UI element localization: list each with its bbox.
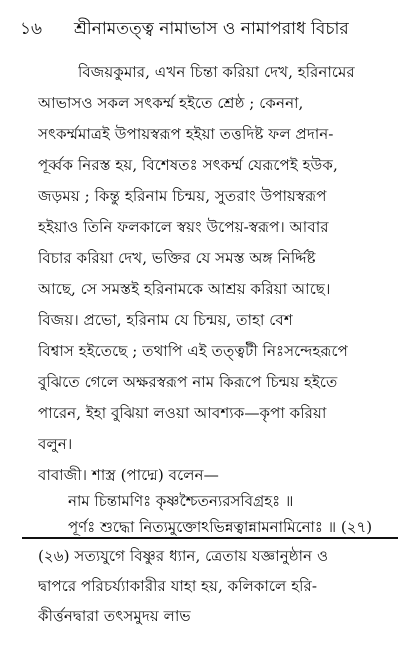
paragraph-1-line-6: হইয়াও তিনি ফলকালে স্বয়ং উপেয়-স্বরূপ। আবার (38, 218, 329, 236)
footnote-line-1: (২৬) সত্যযুগে বিষ্ণুর ধ্যান, ত্রেতায় যজ্ঞানুষ্ঠান ও (38, 547, 329, 565)
verse-line-2: পূর্ণঃ শুদ্ধো নিত্যমুক্তোঽভিন্নত্বান্নামনামিনোঃ ॥ (২৭) (68, 518, 373, 536)
running-title: শ্রীনামতত্ত্ব নামাভাস ও নামাপরাধ বিচার (74, 19, 349, 39)
paragraph-2-line-4: পারেন, ইহা বুঝিয়া লওয়া আবশ্যক—কৃপা করিয়া (38, 404, 327, 422)
paragraph-3-intro: বাবাজী। শাস্ত্র (পাদ্মে) বলেন— (38, 466, 219, 484)
paragraph-1-line-7: বিচার করিয়া দেখ, ভক্তির যে সমস্ত অঙ্গ নির্দ্দিষ্ট (38, 249, 316, 267)
footnote-line-3: কীর্ত্তনদ্বারা তৎসমুদয় লাভ (38, 607, 191, 625)
page-header (20, 16, 403, 42)
paragraph-1-line-8: আছে, সে সমস্তই হরিনামকে আশ্রয় করিয়া আছে। (38, 280, 331, 298)
paragraph-2-line-1: বিজয়। প্রভো, হরিনাম যে চিন্ময়, তাহা বেশ (38, 311, 293, 329)
paragraph-2-line-2: বিশ্বাস হইতেছে ; তথাপি এই তত্ত্বটী নিঃসন্দেহরূপে (38, 342, 348, 360)
paragraph-2-line-5: বলুন। (38, 435, 73, 453)
paragraph-1-line-1: বিজয়কুমার, এখন চিন্তা করিয়া দেখ, হরিনামের (78, 63, 355, 81)
footnote-line-2: দ্বাপরে পরিচর্য্যাকারীর যাহা হয়, কলিকালে হরি- (38, 577, 318, 595)
paragraph-2-line-3: বুঝিতে গেলে অক্ষরস্বরূপ নাম কিরূপে চিন্ময় হইতে (38, 373, 338, 391)
page-number: ১৬ (20, 19, 43, 39)
paragraph-1-line-2: আভাসও সকল সৎকর্ম্ম হইতে শ্রেষ্ঠ ; কেননা, (38, 94, 304, 112)
paragraph-1-line-3: সৎকর্ম্মমাত্রই উপায়স্বরূপ হইয়া তত্তদিষ্ট ফল প্রদান- (38, 125, 334, 143)
footnote-divider (22, 537, 398, 539)
verse-line-1: নাম চিন্তামণিঃ কৃষ্ণশ্চৈতন্যরসবিগ্রহঃ ॥ (68, 492, 294, 510)
paragraph-1-line-4: পূর্ব্বক নিরস্ত হয়, বিশেষতঃ সৎকর্ম্ম যেরূপেই হউক, (38, 156, 338, 174)
paragraph-1-line-5: জড়ময় ; কিন্তু হরিনাম চিন্ময়, সুতরাং উপায়স্বরূপ (38, 187, 327, 205)
